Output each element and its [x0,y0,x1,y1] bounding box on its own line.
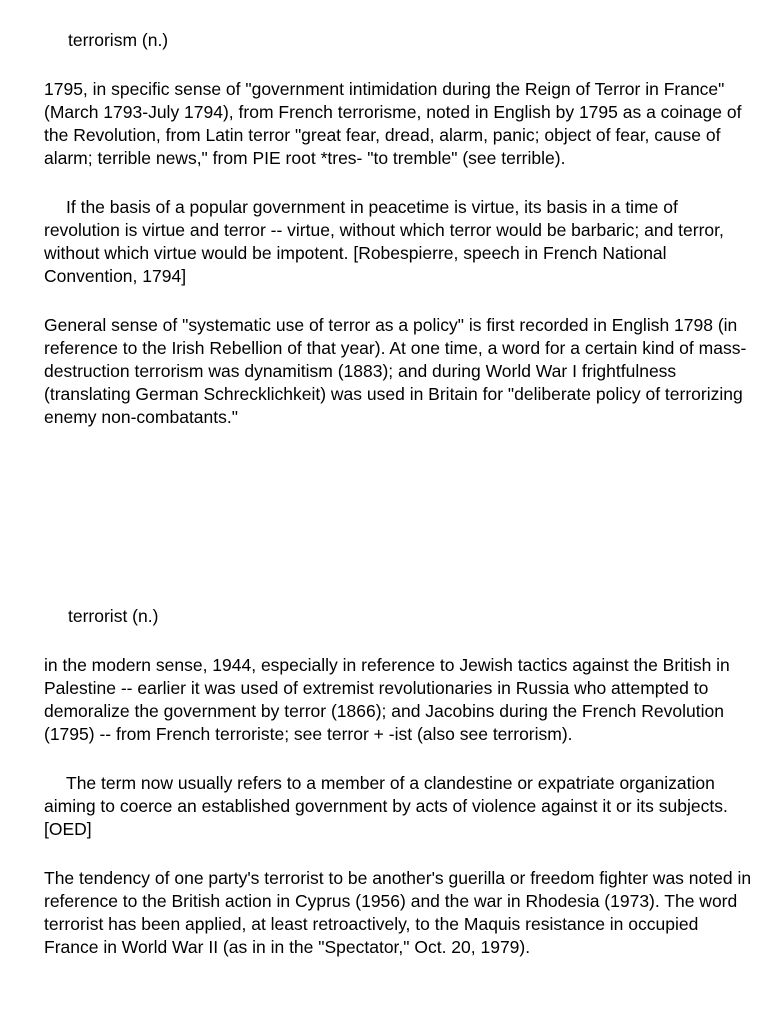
quotation-paragraph: If the basis of a popular government in peacetime is virtue, its basis in a time of revolution is virtue and terror -- virtue, without which terror would be barbaric; and terror, without which virtue would be impotent. [Robespierre, speech in French National Convention, 1794] [44,197,724,286]
etymology-paragraph: in the modern sense, 1944, especially in reference to Jewish tactics against the British in Palestine -- earlier it was used of extremist revolutionaries in Russia who attempted to demoralize the government by terror (1866); and Jacobins during the French Revolution (1795) -- from French terroriste; see terror + -ist (also see terrorism). [44,655,730,744]
headword: terrorism (n.) [68,30,169,50]
headword: terrorist (n.) [68,606,159,626]
quotation-paragraph: The term now usually refers to a member of a clandestine or expatriate organization aiming to coerce an established government by acts of violence against it or its subjects. [OED] [44,773,728,839]
entry-terrorism [44,29,752,455]
entry-terrorist [44,605,752,985]
usage-paragraph: The tendency of one party's terrorist to be another's guerilla or freedom fighter was noted in reference to the British action in Cyprus (1956) and the war in Rhodesia (1973). The word terrorist has been applied, at least retroactively, to the Maquis resistance in occupied France in World War II (as in in the "Spectator," Oct. 20, 1979). [44,868,752,957]
etymology-paragraph: 1795, in specific sense of "government intimidation during the Reign of Terror in France" (March 1793-July 1794), from French terrorisme, noted in English by 1795 as a coinage of the Revolution, from Latin terror "great fear, dread, alarm, panic; object of fear, cause of alarm; terrible news," from PIE root *tres- "to tremble" (see terrible). [44,79,742,168]
usage-paragraph: General sense of "systematic use of terror as a policy" is first recorded in English 1798 (in reference to the Irish Rebellion of that year). At one time, a word for a certain kind of mass-destruction terrorism was dynamitism (1883); and during World War I frightfulness (translating German Schrecklichkeit) was used in Britain for "deliberate policy of terrorizing enemy non-combatants." [44,315,747,427]
